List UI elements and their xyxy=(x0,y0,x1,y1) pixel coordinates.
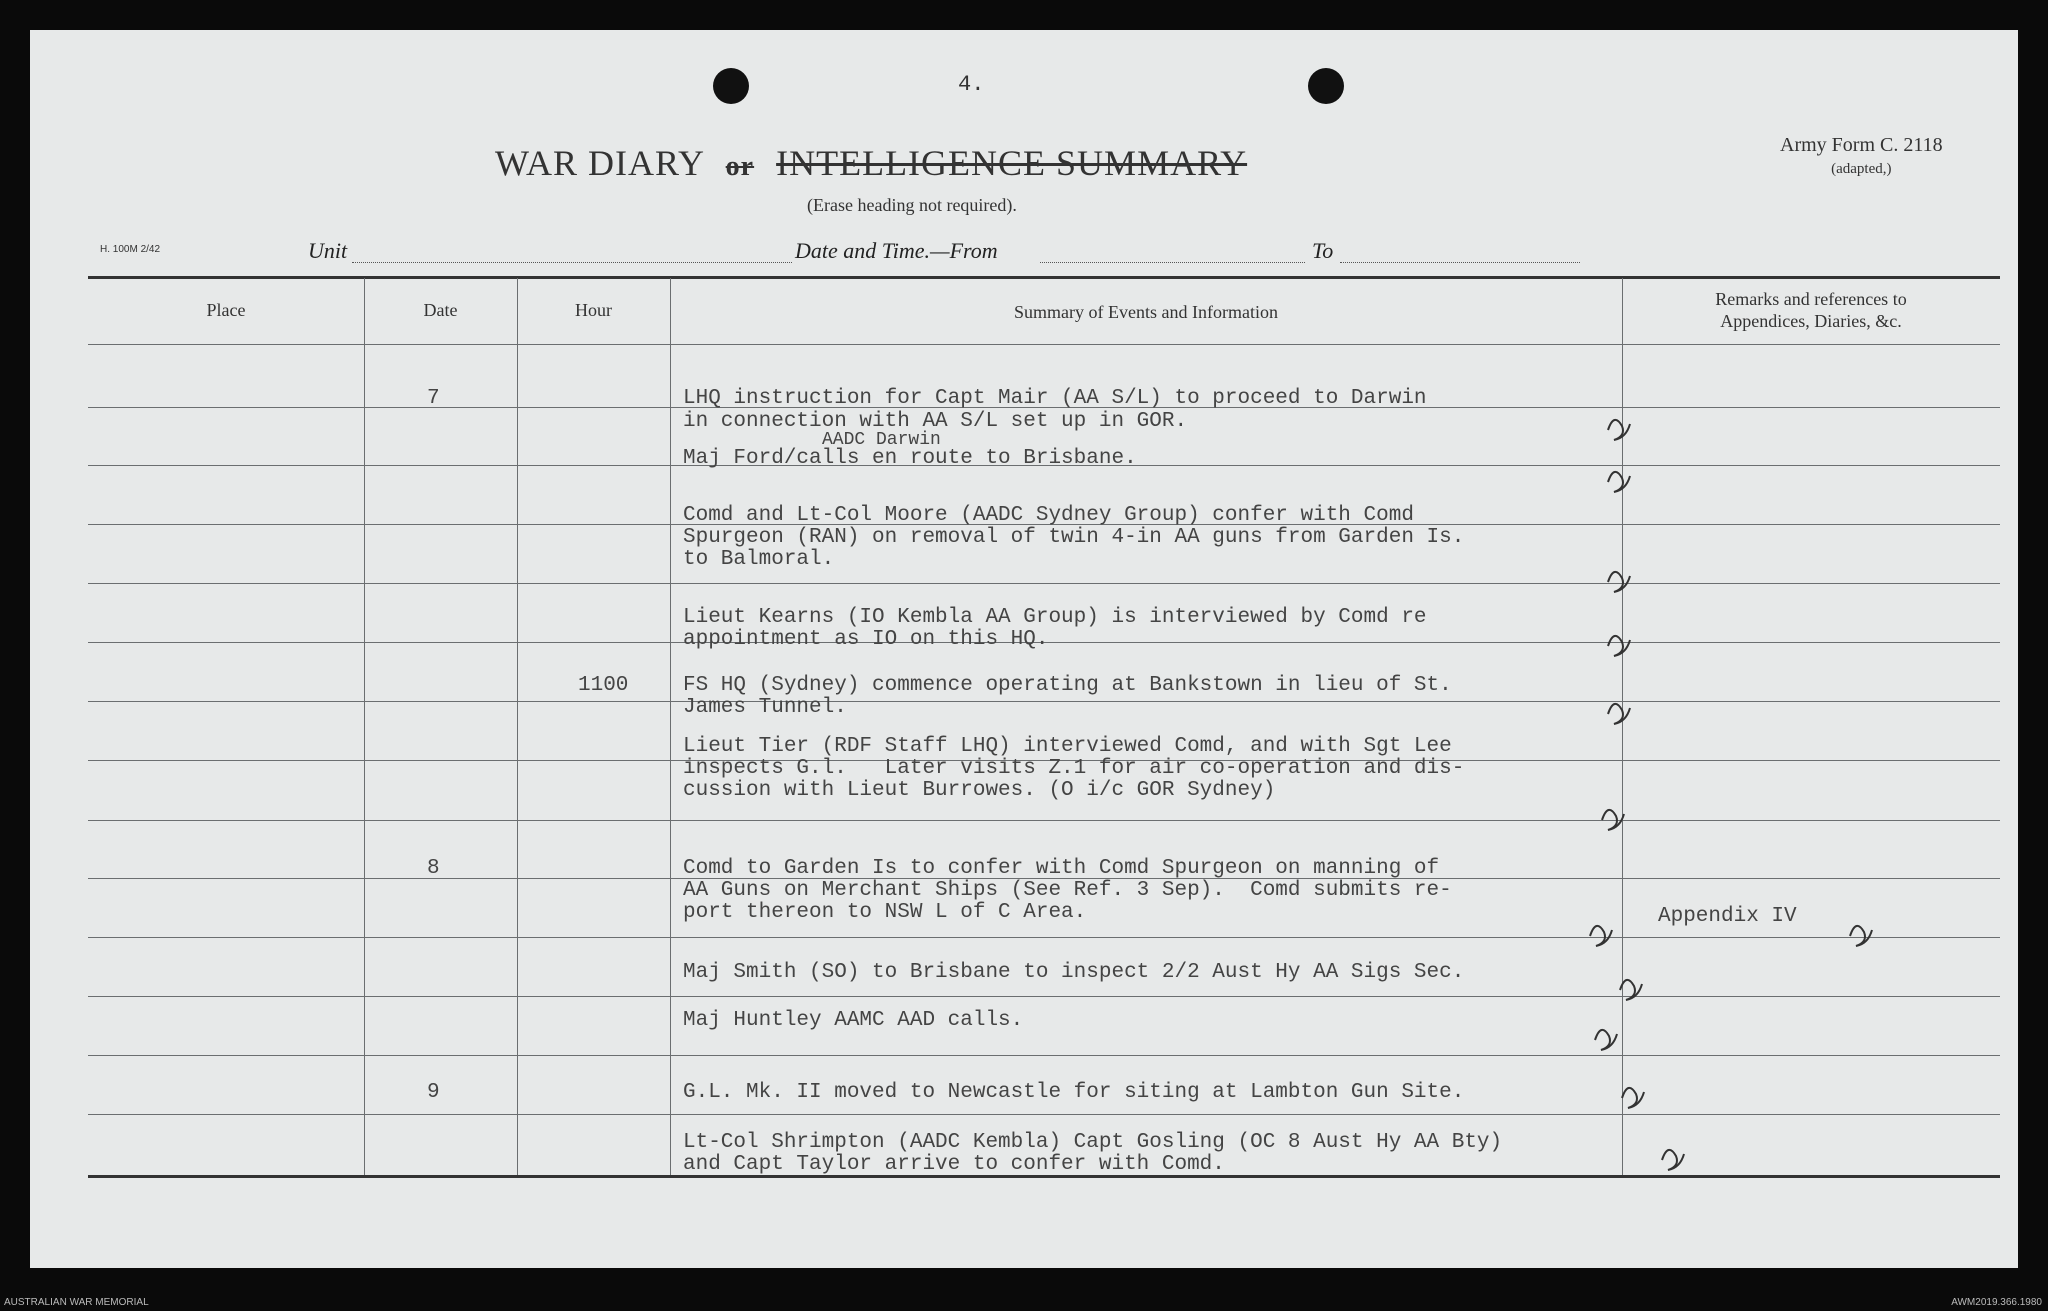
entry-line: Spurgeon (RAN) on removal of twin 4-in AA guns from Garden Is. xyxy=(683,526,1465,549)
date-time-from-label: Date and Time.—From xyxy=(795,238,998,263)
diary-sheet xyxy=(30,30,2018,1268)
initials-mark xyxy=(1608,472,1630,492)
entry-line: G.L. Mk. II moved to Newcastle for siting at Lambton Gun Site. xyxy=(683,1081,1465,1104)
army-form-number: Army Form C. 2118 xyxy=(1780,134,1943,156)
initials-mark xyxy=(1662,1150,1684,1170)
footer-credit: AUSTRALIAN WAR MEMORIAL xyxy=(4,1297,149,1308)
entry-line: in connection with AA S/L set up in GOR. xyxy=(683,410,1188,433)
entry-line: cussion with Lieut Burrowes. (O i/c GOR Sydney) xyxy=(683,779,1276,802)
footer-reference: AWM2019.366.1980 xyxy=(1951,1297,2042,1308)
initials-mark xyxy=(1622,1088,1644,1108)
entry-line: Comd to Garden Is to confer with Comd Spurgeon on manning of xyxy=(683,857,1440,880)
entry-line: and Capt Taylor arrive to confer with Comd. xyxy=(683,1153,1225,1176)
entry-date: 7 xyxy=(427,387,440,410)
entry-line: Maj Smith (SO) to Brisbane to inspect 2/2 Aust Hy AA Sigs Sec. xyxy=(683,961,1465,984)
entry-line: to Balmoral. xyxy=(683,548,835,571)
initials-mark xyxy=(1620,980,1642,1000)
initials-mark xyxy=(1850,926,1872,946)
entry-line: LHQ instruction for Capt Mair (AA S/L) to proceed to Darwin xyxy=(683,387,1427,410)
handwritten-initials xyxy=(30,30,2018,1268)
initials-mark xyxy=(1608,420,1630,440)
remarks-header-line1: Remarks and references to xyxy=(1715,289,1907,309)
initials-mark xyxy=(1608,704,1630,724)
title-or: or xyxy=(725,151,755,182)
entry-line: Lieut Kearns (IO Kembla AA Group) is interviewed by Comd re xyxy=(683,606,1427,629)
army-form-note: (adapted,) xyxy=(1831,161,1892,177)
entry-line: inspects G.l. Later visits Z.1 for air co-operation and dis- xyxy=(683,757,1465,780)
entry-line: Lieut Tier (RDF Staff LHQ) interviewed Comd, and with Sgt Lee xyxy=(683,735,1452,758)
form-code: H. 100M 2/42 xyxy=(100,244,161,255)
entry-line: AA Guns on Merchant Ships (See Ref. 3 Sep). Comd submits re- xyxy=(683,879,1452,902)
column-header-date: Date xyxy=(423,300,458,320)
entry-date: 9 xyxy=(427,1081,440,1104)
page-number: 4. xyxy=(958,72,985,97)
to-label: To xyxy=(1312,238,1334,263)
remark-appendix: Appendix IV xyxy=(1658,905,1797,928)
initials-mark xyxy=(1608,636,1630,656)
entry-hour: 1100 xyxy=(578,674,629,697)
entry-line: Maj Ford/calls en route to Brisbane. xyxy=(683,447,1137,470)
initials-mark xyxy=(1590,926,1612,946)
entry-line: Comd and Lt-Col Moore (AADC Sydney Group) confer with Comd xyxy=(683,504,1414,527)
remarks-header-line2: Appendices, Diaries, &c. xyxy=(1720,311,1902,331)
entry-date: 8 xyxy=(427,857,440,880)
entry-line: Maj Huntley AAMC AAD calls. xyxy=(683,1009,1024,1032)
erase-note: (Erase heading not required). xyxy=(807,195,1017,215)
title-intelligence-summary: INTELLIGENCE SUMMARY xyxy=(776,143,1248,183)
column-header-place: Place xyxy=(206,300,246,320)
entry-line: James Tunnel. xyxy=(683,696,847,719)
column-header-summary: Summary of Events and Information xyxy=(1014,302,1278,322)
entry-line: port thereon to NSW L of C Area. xyxy=(683,901,1087,924)
initials-mark xyxy=(1595,1030,1617,1050)
unit-label: Unit xyxy=(308,238,348,263)
entry-line: appointment as IO on this HQ. xyxy=(683,628,1049,651)
initials-mark xyxy=(1602,810,1624,830)
entry-insertion: AADC Darwin xyxy=(822,430,941,450)
entry-line: Lt-Col Shrimpton (AADC Kembla) Capt Gosling (OC 8 Aust Hy AA Bty) xyxy=(683,1131,1503,1154)
column-header-hour: Hour xyxy=(575,300,612,320)
initials-mark xyxy=(1608,572,1630,592)
title-war-diary: WAR DIARY xyxy=(495,143,704,183)
entry-line: FS HQ (Sydney) commence operating at Bankstown in lieu of St. xyxy=(683,674,1452,697)
